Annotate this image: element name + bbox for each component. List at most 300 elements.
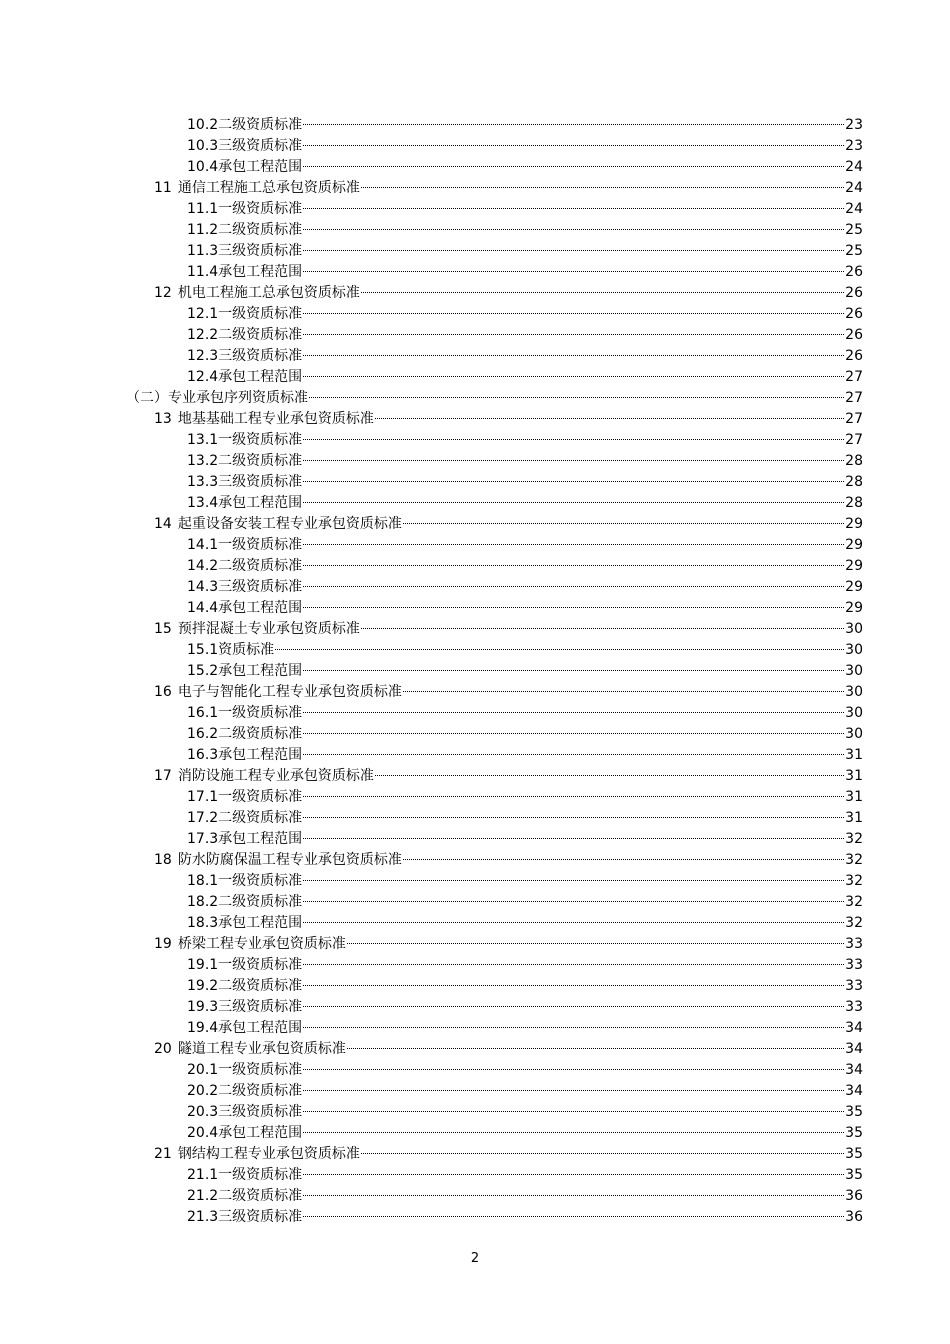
- toc-entry[interactable]: [0, 955, 950, 976]
- toc-entry-title: 桥梁工程专业承包资质标准: [177, 936, 346, 952]
- dot-leader: [303, 838, 844, 839]
- toc-entry-line: [154, 283, 863, 304]
- toc-entry-number: 11.3: [187, 243, 219, 259]
- page-number: 2: [470, 1251, 480, 1266]
- toc-entry-line: [187, 724, 863, 745]
- toc-entry[interactable]: [0, 1102, 950, 1123]
- toc-entry-number: 21.2: [187, 1188, 219, 1204]
- toc-entry-number: 19.4: [187, 1020, 219, 1036]
- toc-entry-number: 14.3: [187, 579, 219, 595]
- toc-entry-line: [187, 577, 863, 598]
- toc-entry-number: 12.4: [187, 369, 219, 385]
- toc-entry-title: 钢结构工程专业承包资质标准: [177, 1146, 360, 1162]
- toc-entry-page: 23: [845, 117, 863, 133]
- dot-leader: [303, 544, 844, 545]
- toc-entry-page: 30: [845, 684, 863, 700]
- toc-entry[interactable]: [0, 367, 950, 388]
- toc-entry-page: 30: [845, 705, 863, 721]
- dot-leader: [303, 901, 844, 902]
- toc-entry[interactable]: [0, 388, 950, 409]
- toc-entry-page: 33: [845, 999, 863, 1015]
- toc-entry-page: 24: [845, 201, 863, 217]
- toc-entry-number: 12.3: [187, 348, 219, 364]
- toc-entry-number: 20.1: [187, 1062, 219, 1078]
- toc-entry-page: 25: [845, 222, 863, 238]
- toc-entry-number: 14.1: [187, 537, 219, 553]
- toc-entry-page: 34: [845, 1062, 863, 1078]
- toc-entry-page: 30: [845, 621, 863, 637]
- dot-leader: [303, 565, 844, 566]
- toc-entry-number: 14.2: [187, 558, 219, 574]
- dot-leader: [303, 1006, 844, 1007]
- dot-leader: [303, 964, 844, 965]
- dot-leader: [303, 145, 844, 146]
- toc-entry-title: 二级资质标准: [218, 1188, 303, 1204]
- toc-entry-title: 一级资质标准: [218, 432, 303, 448]
- toc-entry-number: 13.3: [187, 474, 219, 490]
- toc-entry[interactable]: [0, 262, 950, 283]
- toc-entry-title: 二级资质标准: [218, 117, 303, 133]
- dot-leader: [303, 166, 844, 167]
- toc-entry-line: [187, 325, 863, 346]
- toc-entry-line: [187, 745, 863, 766]
- toc-entry-line: [187, 1165, 863, 1186]
- toc-entry-line: [187, 115, 863, 136]
- toc-entry-title: 三级资质标准: [218, 348, 303, 364]
- toc-entry-page: 26: [845, 306, 863, 322]
- toc-entry-line: [187, 556, 863, 577]
- dot-leader: [303, 376, 844, 377]
- dot-leader: [303, 670, 844, 671]
- toc-entry-title: 起重设备安装工程专业承包资质标准: [177, 516, 402, 532]
- toc-entry[interactable]: [0, 997, 950, 1018]
- toc-entry[interactable]: [0, 1060, 950, 1081]
- dot-leader: [303, 1195, 844, 1196]
- toc-entry-line: [187, 367, 863, 388]
- toc-entry-title: 承包工程范围: [218, 600, 303, 616]
- toc-entry[interactable]: [0, 1018, 950, 1039]
- toc-entry-page: 29: [845, 579, 863, 595]
- toc-entry-title: 隧道工程专业承包资质标准: [177, 1041, 346, 1057]
- dot-leader: [303, 1174, 844, 1175]
- toc-entry-page: 32: [845, 831, 863, 847]
- dot-leader: [303, 985, 844, 986]
- toc-entry[interactable]: [0, 1081, 950, 1102]
- toc-entry[interactable]: [0, 787, 950, 808]
- toc-entry-title: 承包工程范围: [218, 915, 303, 931]
- toc-entry-number: 12.1: [187, 306, 219, 322]
- toc-entry-line: [154, 682, 863, 703]
- toc-entry-page: 27: [845, 432, 863, 448]
- toc-entry-line: [187, 346, 863, 367]
- dot-leader: [303, 250, 844, 251]
- dot-leader: [303, 1132, 844, 1133]
- toc-entry-title: 一级资质标准: [218, 1062, 303, 1078]
- toc-entry-line: [187, 913, 863, 934]
- toc-entry-number: 12: [154, 285, 172, 301]
- toc-entry-number: 20.4: [187, 1125, 219, 1141]
- toc-entry-page: 34: [845, 1020, 863, 1036]
- toc-entry-page: 35: [845, 1146, 863, 1162]
- toc-entry-title: 承包工程范围: [218, 1125, 303, 1141]
- toc-entry-line: [154, 766, 863, 787]
- toc-entry-line: [187, 241, 863, 262]
- toc-entry-title: 二级资质标准: [218, 726, 303, 742]
- toc-entry-page: 36: [845, 1188, 863, 1204]
- toc-entry-page: 27: [845, 390, 863, 406]
- toc-entry-number: 21.1: [187, 1167, 219, 1183]
- dot-leader: [303, 313, 844, 314]
- toc-entry-number: 11: [154, 180, 172, 196]
- toc-entry-line: [154, 1039, 863, 1060]
- dot-leader: [303, 1111, 844, 1112]
- toc-entry[interactable]: [0, 829, 950, 850]
- toc-entry-number: 19.2: [187, 978, 219, 994]
- toc-entry-page: 33: [845, 978, 863, 994]
- toc-entry-title: 三级资质标准: [218, 999, 303, 1015]
- toc-entry-page: 29: [845, 516, 863, 532]
- toc-entry-line: [187, 304, 863, 325]
- toc-entry-line: [126, 388, 863, 409]
- toc-entry-number: 17.1: [187, 789, 219, 805]
- toc-entry-line: [154, 934, 863, 955]
- toc-entry-title: 三级资质标准: [218, 243, 303, 259]
- dot-leader: [303, 271, 844, 272]
- dot-leader: [375, 775, 844, 776]
- toc-entry-title: 二级资质标准: [218, 978, 303, 994]
- dot-leader: [303, 754, 844, 755]
- toc-entry[interactable]: [0, 1207, 950, 1228]
- toc-entry-page: 27: [845, 411, 863, 427]
- toc-entry[interactable]: [0, 892, 950, 913]
- toc-entry-page: 28: [845, 495, 863, 511]
- toc-entry-title: 一级资质标准: [218, 306, 303, 322]
- toc-entry-title: 电子与智能化工程专业承包资质标准: [177, 684, 402, 700]
- toc-entry-number: 21.3: [187, 1209, 219, 1225]
- toc-entry-line: [187, 1123, 863, 1144]
- toc-entry[interactable]: [0, 115, 950, 136]
- toc-entry-title: 资质标准: [218, 642, 275, 658]
- dot-leader: [303, 922, 844, 923]
- toc-entry-title: 承包工程范围: [218, 159, 303, 175]
- toc-entry[interactable]: [0, 136, 950, 157]
- dot-leader: [347, 943, 844, 944]
- toc-entry-number: 18.2: [187, 894, 219, 910]
- toc-entry-title: 二级资质标准: [218, 810, 303, 826]
- toc-entry-number: 13: [154, 411, 172, 427]
- toc-entry-title: （二）专业承包序列资质标准: [126, 390, 308, 406]
- toc-entry[interactable]: [0, 199, 950, 220]
- toc-entry-number: 15: [154, 621, 172, 637]
- toc-entry-page: 36: [845, 1209, 863, 1225]
- toc-entry-line: [154, 850, 863, 871]
- toc-entry-page: 26: [845, 264, 863, 280]
- toc-entry-line: [187, 157, 863, 178]
- toc-entry-title: 二级资质标准: [218, 327, 303, 343]
- toc-entry-title: 三级资质标准: [218, 1209, 303, 1225]
- toc-entry-line: [187, 1102, 863, 1123]
- toc-entry-title: 预拌混凝土专业承包资质标准: [177, 621, 360, 637]
- toc-entry-title: 承包工程范围: [218, 264, 303, 280]
- toc-entry-page: 35: [845, 1167, 863, 1183]
- dot-leader: [303, 796, 844, 797]
- toc-entry[interactable]: [0, 913, 950, 934]
- dot-leader: [309, 397, 844, 398]
- toc-entry-number: 19: [154, 936, 172, 952]
- toc-entry[interactable]: [0, 535, 950, 556]
- dot-leader: [303, 502, 844, 503]
- toc-entry[interactable]: [0, 934, 950, 955]
- toc-entry-page: 31: [845, 789, 863, 805]
- toc-entry[interactable]: [0, 703, 950, 724]
- toc-entry-number: 15.2: [187, 663, 219, 679]
- toc-entry-number: 15.1: [187, 642, 219, 658]
- toc-entry-title: 一级资质标准: [218, 789, 303, 805]
- dot-leader: [303, 1069, 844, 1070]
- toc-entry-page: 23: [845, 138, 863, 154]
- toc-entry-line: [187, 1186, 863, 1207]
- toc-entry-page: 30: [845, 642, 863, 658]
- toc-entry-title: 防水防腐保温工程专业承包资质标准: [177, 852, 402, 868]
- toc-entry-title: 二级资质标准: [218, 1083, 303, 1099]
- dot-leader: [275, 649, 844, 650]
- toc-entry[interactable]: [0, 430, 950, 451]
- dot-leader: [303, 460, 844, 461]
- toc-entry-title: 三级资质标准: [218, 1104, 303, 1120]
- toc-entry-page: 34: [845, 1083, 863, 1099]
- toc-entry[interactable]: [0, 850, 950, 871]
- toc-entry-page: 32: [845, 852, 863, 868]
- toc-entry-page: 27: [845, 369, 863, 385]
- toc-entry[interactable]: [0, 682, 950, 703]
- toc-entry-title: 承包工程范围: [218, 831, 303, 847]
- toc-entry-title: 承包工程范围: [218, 495, 303, 511]
- toc-entry-line: [154, 619, 863, 640]
- toc-entry[interactable]: [0, 556, 950, 577]
- toc-entry[interactable]: [0, 976, 950, 997]
- toc-entry-page: 31: [845, 810, 863, 826]
- dot-leader: [403, 523, 844, 524]
- toc-entry-page: 31: [845, 768, 863, 784]
- table-of-contents: [0, 115, 950, 1228]
- toc-entry[interactable]: [0, 157, 950, 178]
- toc-entry-line: [187, 1060, 863, 1081]
- toc-entry-title: 一级资质标准: [218, 873, 303, 889]
- toc-entry[interactable]: [0, 283, 950, 304]
- toc-entry-title: 二级资质标准: [218, 558, 303, 574]
- toc-entry-title: 一级资质标准: [218, 957, 303, 973]
- toc-entry-title: 一级资质标准: [218, 1167, 303, 1183]
- toc-entry[interactable]: [0, 619, 950, 640]
- dot-leader: [303, 1027, 844, 1028]
- toc-entry[interactable]: [0, 409, 950, 430]
- toc-entry[interactable]: [0, 514, 950, 535]
- toc-entry-title: 三级资质标准: [218, 138, 303, 154]
- toc-entry-title: 承包工程范围: [218, 747, 303, 763]
- toc-entry-number: 18.3: [187, 915, 219, 931]
- dot-leader: [303, 607, 844, 608]
- toc-entry-number: 16.3: [187, 747, 219, 763]
- toc-entry-line: [187, 535, 863, 556]
- toc-entry[interactable]: [0, 304, 950, 325]
- toc-entry-page: 33: [845, 936, 863, 952]
- toc-entry-page: 31: [845, 747, 863, 763]
- dot-leader: [303, 1090, 844, 1091]
- toc-entry-line: [187, 640, 863, 661]
- dot-leader: [361, 292, 844, 293]
- toc-entry-number: 16.2: [187, 726, 219, 742]
- toc-entry-line: [154, 514, 863, 535]
- toc-entry[interactable]: [0, 766, 950, 787]
- toc-entry-line: [187, 199, 863, 220]
- toc-entry-page: 32: [845, 915, 863, 931]
- toc-entry-number: 12.2: [187, 327, 219, 343]
- toc-entry-title: 承包工程范围: [218, 369, 303, 385]
- toc-entry-page: 25: [845, 243, 863, 259]
- toc-entry-title: 三级资质标准: [218, 579, 303, 595]
- toc-entry-page: 24: [845, 180, 863, 196]
- toc-entry-title: 消防设施工程专业承包资质标准: [177, 768, 374, 784]
- dot-leader: [303, 208, 844, 209]
- toc-entry-number: 14: [154, 516, 172, 532]
- toc-entry[interactable]: [0, 808, 950, 829]
- toc-entry-page: 26: [845, 327, 863, 343]
- toc-entry-number: 13.2: [187, 453, 219, 469]
- toc-entry-line: [187, 451, 863, 472]
- dot-leader: [303, 880, 844, 881]
- toc-entry[interactable]: [0, 1123, 950, 1144]
- dot-leader: [303, 733, 844, 734]
- toc-entry-number: 19.3: [187, 999, 219, 1015]
- toc-entry-page: 30: [845, 726, 863, 742]
- toc-entry[interactable]: [0, 724, 950, 745]
- toc-entry-line: [187, 430, 863, 451]
- toc-entry[interactable]: [0, 1186, 950, 1207]
- dot-leader: [303, 439, 844, 440]
- toc-entry-title: 三级资质标准: [218, 474, 303, 490]
- toc-entry-number: 16: [154, 684, 172, 700]
- toc-entry-title: 二级资质标准: [218, 894, 303, 910]
- toc-entry[interactable]: [0, 451, 950, 472]
- toc-entry-title: 地基基础工程专业承包资质标准: [177, 411, 374, 427]
- toc-entry-number: 20.2: [187, 1083, 219, 1099]
- toc-entry[interactable]: [0, 1039, 950, 1060]
- toc-entry-number: 11.1: [187, 201, 219, 217]
- toc-entry-line: [187, 976, 863, 997]
- toc-entry[interactable]: [0, 178, 950, 199]
- toc-entry-line: [187, 703, 863, 724]
- dot-leader: [303, 1216, 844, 1217]
- toc-entry[interactable]: [0, 640, 950, 661]
- toc-entry[interactable]: [0, 577, 950, 598]
- toc-entry-title: 一级资质标准: [218, 201, 303, 217]
- toc-entry-number: 13.4: [187, 495, 219, 511]
- dot-leader: [361, 187, 844, 188]
- toc-entry-number: 17.2: [187, 810, 219, 826]
- dot-leader: [303, 586, 844, 587]
- toc-entry-line: [187, 1018, 863, 1039]
- dot-leader: [375, 418, 844, 419]
- toc-entry-page: 30: [845, 663, 863, 679]
- toc-entry-page: 29: [845, 558, 863, 574]
- toc-entry-line: [187, 997, 863, 1018]
- toc-entry-page: 35: [845, 1125, 863, 1141]
- toc-entry-line: [187, 808, 863, 829]
- dot-leader: [361, 628, 844, 629]
- toc-entry-page: 28: [845, 453, 863, 469]
- toc-entry[interactable]: [0, 871, 950, 892]
- toc-entry-line: [187, 829, 863, 850]
- toc-entry-title: 二级资质标准: [218, 453, 303, 469]
- dot-leader: [303, 481, 844, 482]
- toc-entry-line: [187, 892, 863, 913]
- toc-entry-number: 11.4: [187, 264, 219, 280]
- toc-entry-number: 16.1: [187, 705, 219, 721]
- toc-entry[interactable]: [0, 346, 950, 367]
- toc-entry[interactable]: [0, 472, 950, 493]
- toc-entry[interactable]: [0, 325, 950, 346]
- dot-leader: [403, 691, 844, 692]
- toc-entry[interactable]: [0, 493, 950, 514]
- toc-entry[interactable]: [0, 598, 950, 619]
- toc-entry-title: 二级资质标准: [218, 222, 303, 238]
- toc-entry[interactable]: [0, 220, 950, 241]
- toc-entry-page: 29: [845, 600, 863, 616]
- toc-entry-page: 26: [845, 285, 863, 301]
- toc-entry-line: [187, 1207, 863, 1228]
- toc-entry-number: 18.1: [187, 873, 219, 889]
- toc-entry-number: 20.3: [187, 1104, 219, 1120]
- toc-entry-title: 承包工程范围: [218, 663, 303, 679]
- toc-entry-page: 35: [845, 1104, 863, 1120]
- toc-entry-line: [187, 955, 863, 976]
- toc-entry-page: 26: [845, 348, 863, 364]
- dot-leader: [303, 817, 844, 818]
- toc-entry[interactable]: [0, 1165, 950, 1186]
- toc-entry-page: 32: [845, 894, 863, 910]
- dot-leader: [303, 712, 844, 713]
- toc-entry-line: [187, 136, 863, 157]
- toc-entry-number: 14.4: [187, 600, 219, 616]
- toc-entry[interactable]: [0, 241, 950, 262]
- dot-leader: [303, 124, 844, 125]
- toc-entry-line: [187, 472, 863, 493]
- toc-entry-title: 一级资质标准: [218, 537, 303, 553]
- toc-entry[interactable]: [0, 745, 950, 766]
- toc-entry-number: 17: [154, 768, 172, 784]
- toc-entry[interactable]: [0, 661, 950, 682]
- dot-leader: [303, 355, 844, 356]
- dot-leader: [303, 334, 844, 335]
- dot-leader: [361, 1153, 844, 1154]
- toc-entry-title: 机电工程施工总承包资质标准: [177, 285, 360, 301]
- toc-entry-page: 34: [845, 1041, 863, 1057]
- dot-leader: [303, 229, 844, 230]
- toc-entry-line: [187, 220, 863, 241]
- toc-entry-title: 一级资质标准: [218, 705, 303, 721]
- toc-entry-page: 33: [845, 957, 863, 973]
- toc-entry-number: 17.3: [187, 831, 219, 847]
- toc-entry-line: [187, 661, 863, 682]
- toc-entry[interactable]: [0, 1144, 950, 1165]
- toc-entry-number: 10.2: [187, 117, 219, 133]
- toc-entry-page: 24: [845, 159, 863, 175]
- toc-entry-line: [154, 178, 863, 199]
- toc-entry-page: 32: [845, 873, 863, 889]
- toc-entry-page: 29: [845, 537, 863, 553]
- toc-entry-number: 13.1: [187, 432, 219, 448]
- toc-entry-number: 19.1: [187, 957, 219, 973]
